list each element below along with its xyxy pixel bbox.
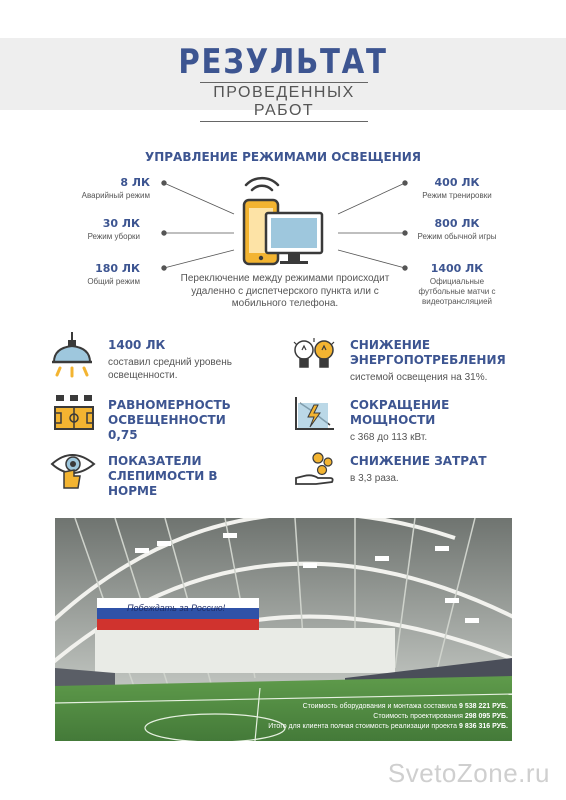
result-title: 1400 ЛК [108, 338, 166, 352]
banner-text: Побеждать за Россию! [127, 603, 226, 613]
result-power [350, 398, 520, 444]
result-text: системой освещения на 31%. [350, 372, 488, 383]
result-title: СНИЖЕНИЕ ЭНЕРГОПОТРЕБЛЕНИЯ [350, 338, 506, 367]
cost-value: 9 836 316 РУБ. [459, 723, 508, 730]
cost-line-1 [303, 703, 508, 710]
result-title: СНИЖЕНИЕ ЗАТРАТ [350, 454, 487, 468]
wifi-icon [246, 178, 278, 190]
section-heading: УПРАВЛЕНИЕ РЕЖИМАМИ ОСВЕЩЕНИЯ [144, 150, 422, 164]
control-diagram [0, 0, 566, 320]
result-title: СОКРАЩЕНИЕ МОЩНОСТИ [350, 398, 450, 427]
field-lights-icon [52, 393, 96, 433]
result-uniformity [108, 398, 258, 443]
flag-banner [97, 598, 259, 630]
result-title: ПОКАЗАТЕЛИ СЛЕПИМОСТИ В НОРМЕ [108, 454, 218, 498]
cost-label: Стоимость проектирования [373, 713, 463, 720]
result-title: РАВНОМЕРНОСТЬ ОСВЕЩЕННОСТИ 0,75 [108, 398, 231, 442]
mode-desc: Официальные футбольные матчи с видеотрансляцией [418, 277, 496, 306]
result-glare [108, 454, 228, 499]
control-description: Переключение между режимами происходит удаленно с диспетчерского пункта или с мобильного телефона. [180, 273, 390, 309]
mode-value: 180 ЛК [95, 262, 140, 275]
coins-hand-icon [294, 450, 338, 488]
result-energy [350, 338, 520, 384]
cost-value: 9 538 221 РУБ. [459, 703, 508, 710]
bulbs-icon [292, 336, 338, 376]
mode-desc: Режим тренировки [422, 191, 492, 200]
result-text: составил средний уровень освещенности. [108, 357, 232, 381]
mode-value: 8 ЛК [120, 176, 150, 189]
mode-value: 800 ЛК [434, 217, 480, 230]
cost-line-2 [373, 713, 508, 720]
power-chart-icon [292, 393, 336, 433]
mode-value: 400 ЛК [434, 176, 480, 189]
mode-value: 30 ЛК [102, 217, 140, 230]
cost-label: Итого для клиента полная стоимость реализации проекта [268, 723, 458, 730]
mode-value: 1400 ЛК [430, 262, 484, 275]
eye-icon [50, 448, 96, 490]
mode-desc: Общий режим [87, 277, 140, 286]
result-text: с 368 до 113 кВт. [350, 432, 428, 443]
mode-desc: Режим уборки [87, 232, 140, 241]
cost-label: Стоимость оборудования и монтажа составила [302, 703, 458, 710]
watermark: SvetoZone.ru [387, 758, 550, 788]
result-avg-illuminance [108, 338, 258, 382]
cost-value: 298 095 РУБ. [464, 713, 508, 720]
result-costs [350, 454, 520, 485]
mode-desc: Аварийный режим [81, 191, 150, 200]
result-text: в 3,3 раза. [350, 473, 399, 484]
page-title: РЕЗУЛЬТАТ [178, 42, 388, 82]
page-subtitle: ПРОВЕДЕННЫХ РАБОТ [200, 82, 368, 122]
lamp-icon [48, 330, 96, 378]
mode-desc: Режим обычной игры [417, 232, 497, 241]
cost-line-3 [268, 723, 508, 730]
